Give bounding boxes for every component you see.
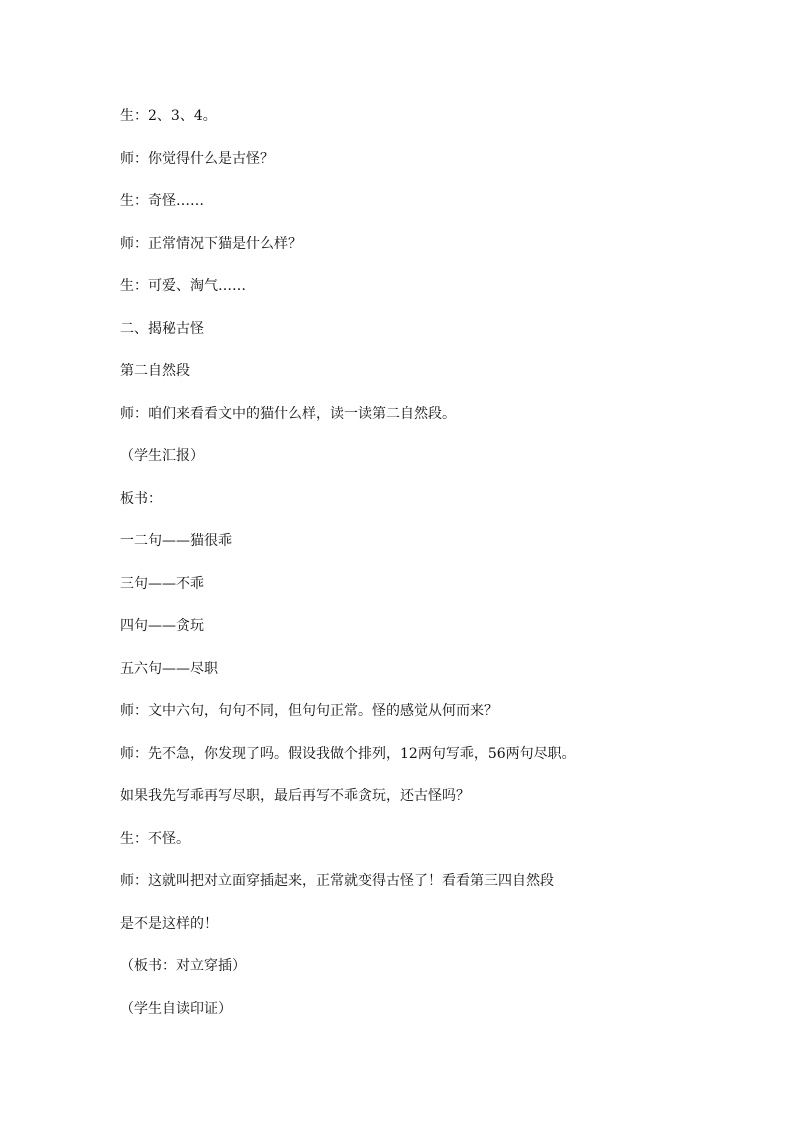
text-line: 生：可爱、淘气…… — [120, 278, 246, 294]
text-line: 是不是这样的！ — [120, 915, 218, 932]
text-line: 师：文中六句，句句不同，但句句正常。怪的感觉从何而来？ — [120, 703, 498, 719]
board-note-line: 一二句——猫很乖 — [120, 533, 232, 549]
text-line: 板书： — [120, 490, 162, 507]
board-note-line: 五六句——尽职 — [120, 660, 218, 677]
text-line: 师：这就叫把对立面穿插起来，正常就变得古怪了！看看第三四自然段 — [120, 873, 554, 889]
text-line: 生：奇怪…… — [120, 193, 204, 209]
board-note-line: 四句——贪玩 — [120, 618, 204, 634]
board-note-line: 三句——不乖 — [120, 575, 204, 592]
text-line: 师：你觉得什么是古怪？ — [120, 150, 274, 167]
text-line: （板书：对立穿插） — [120, 958, 246, 974]
text-line: 师：咱们来看看文中的猫什么样，读一读第二自然段。 — [120, 405, 456, 422]
text-line: 师：先不急，你发现了吗。假设我做个排列，12两句写乖，56两句尽职。 — [120, 745, 576, 762]
text-line: 如果我先写乖再写尽职，最后再写不乖贪玩，还古怪吗？ — [120, 788, 470, 804]
text-line: 生：不怪。 — [120, 830, 190, 847]
section-heading: 二、揭秘古怪 — [120, 320, 204, 337]
text-line: 生：2、3、4。 — [120, 108, 217, 124]
text-line: （学生汇报） — [120, 448, 204, 464]
subsection-heading: 第二自然段 — [120, 363, 190, 379]
text-line: 师：正常情况下猫是什么样？ — [120, 235, 302, 252]
document-body — [120, 106, 720, 1041]
text-line: （学生自读印证） — [120, 1000, 232, 1017]
